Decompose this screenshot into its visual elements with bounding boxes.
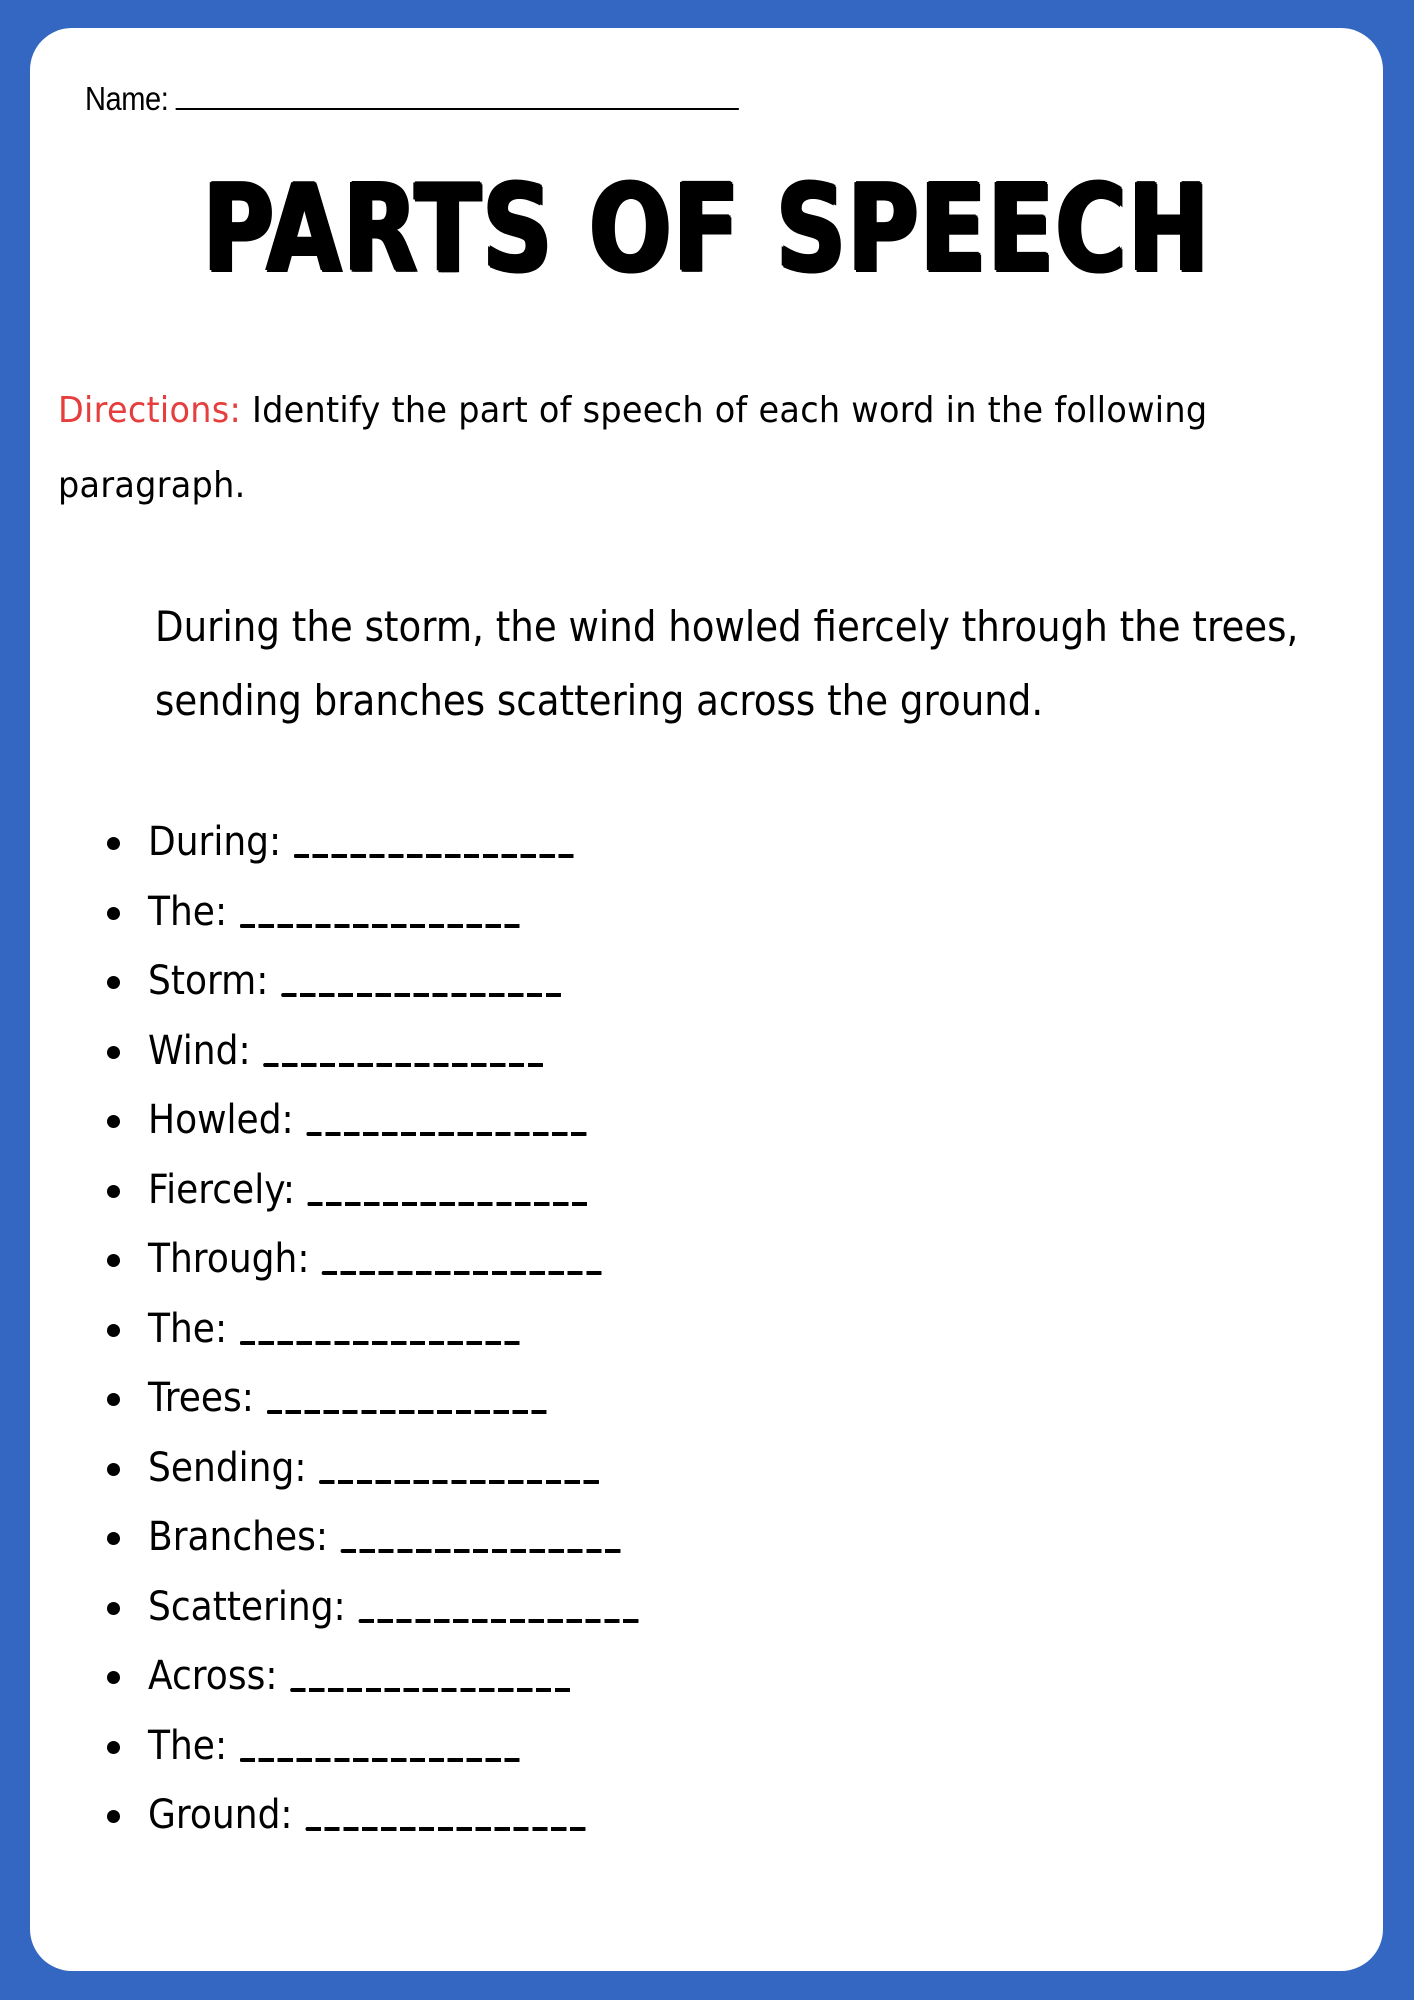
directions-text: Identify the part of speech of each word in the following paragraph. [58, 390, 1208, 506]
word-label: Fiercely: [148, 1166, 296, 1213]
word-label: Ground: [148, 1792, 293, 1838]
answer-blank[interactable] [240, 1758, 521, 1762]
answer-blank[interactable] [306, 1132, 587, 1136]
answer-blank[interactable] [322, 1271, 603, 1275]
word-label: Trees: [148, 1375, 254, 1421]
answer-blank[interactable] [240, 924, 521, 928]
bullet-icon [107, 1671, 120, 1684]
worksheet-page [30, 28, 1383, 1971]
name-field-row [85, 80, 739, 118]
list-item [30, 1295, 694, 1365]
answer-blank[interactable] [240, 1341, 521, 1345]
word-label: Storm: [148, 958, 269, 1004]
bullet-icon [107, 1463, 120, 1476]
word-label: Howled: [148, 1097, 294, 1143]
bullet-icon [107, 1602, 120, 1615]
list-item [30, 1017, 694, 1087]
word-label: The: [148, 888, 228, 935]
bullet-icon [107, 907, 120, 920]
bullet-icon [107, 1254, 120, 1267]
answer-blank[interactable] [341, 1549, 622, 1553]
bullet-icon [107, 837, 120, 850]
bullet-icon [107, 1185, 120, 1198]
word-label: Through: [148, 1236, 310, 1282]
word-label: The: [148, 1305, 228, 1352]
bullet-icon [107, 1741, 120, 1754]
list-item [30, 808, 694, 878]
answer-blank[interactable] [266, 1410, 547, 1414]
answer-blank[interactable] [319, 1480, 600, 1484]
bullet-icon [107, 1324, 120, 1337]
word-label: Across: [148, 1653, 278, 1699]
directions [58, 373, 1369, 523]
list-item [30, 1573, 694, 1643]
list-item [30, 1156, 694, 1226]
word-label: Branches: [148, 1514, 329, 1560]
list-item [30, 1503, 694, 1573]
answer-blank[interactable] [281, 993, 562, 997]
name-label: Name: [85, 80, 169, 117]
list-item [30, 1434, 694, 1504]
bullet-icon [107, 976, 120, 989]
answer-blank[interactable] [294, 854, 575, 858]
word-label: The: [148, 1722, 228, 1769]
list-item [30, 1225, 694, 1295]
bullet-icon [107, 1393, 120, 1406]
list-item [30, 947, 694, 1017]
word-list [30, 808, 694, 1851]
bullet-icon [107, 1115, 120, 1128]
word-label: During: [148, 819, 282, 865]
word-label: Scattering: [148, 1583, 346, 1630]
list-item [30, 1712, 694, 1782]
list-item [30, 1781, 694, 1851]
answer-blank[interactable] [308, 1202, 589, 1206]
list-item [30, 1642, 694, 1712]
answer-blank[interactable] [290, 1688, 571, 1692]
list-item [30, 878, 694, 948]
passage-paragraph: During the storm, the wind howled fiercely through the trees, sending branches scattering across the ground. [155, 602, 1299, 725]
answer-blank[interactable] [305, 1827, 586, 1831]
directions-label: Directions: [58, 390, 242, 431]
bullet-icon [107, 1532, 120, 1545]
bullet-icon [107, 1810, 120, 1823]
list-item [30, 1364, 694, 1434]
answer-blank[interactable] [263, 1063, 544, 1067]
bullet-icon [107, 1046, 120, 1059]
name-blank-line[interactable] [175, 108, 738, 110]
answer-blank[interactable] [358, 1619, 639, 1623]
word-label: Sending: [148, 1444, 307, 1491]
worksheet-title: PARTS OF SPEECH [202, 157, 1211, 299]
word-label: Wind: [148, 1027, 251, 1074]
list-item [30, 1086, 694, 1156]
